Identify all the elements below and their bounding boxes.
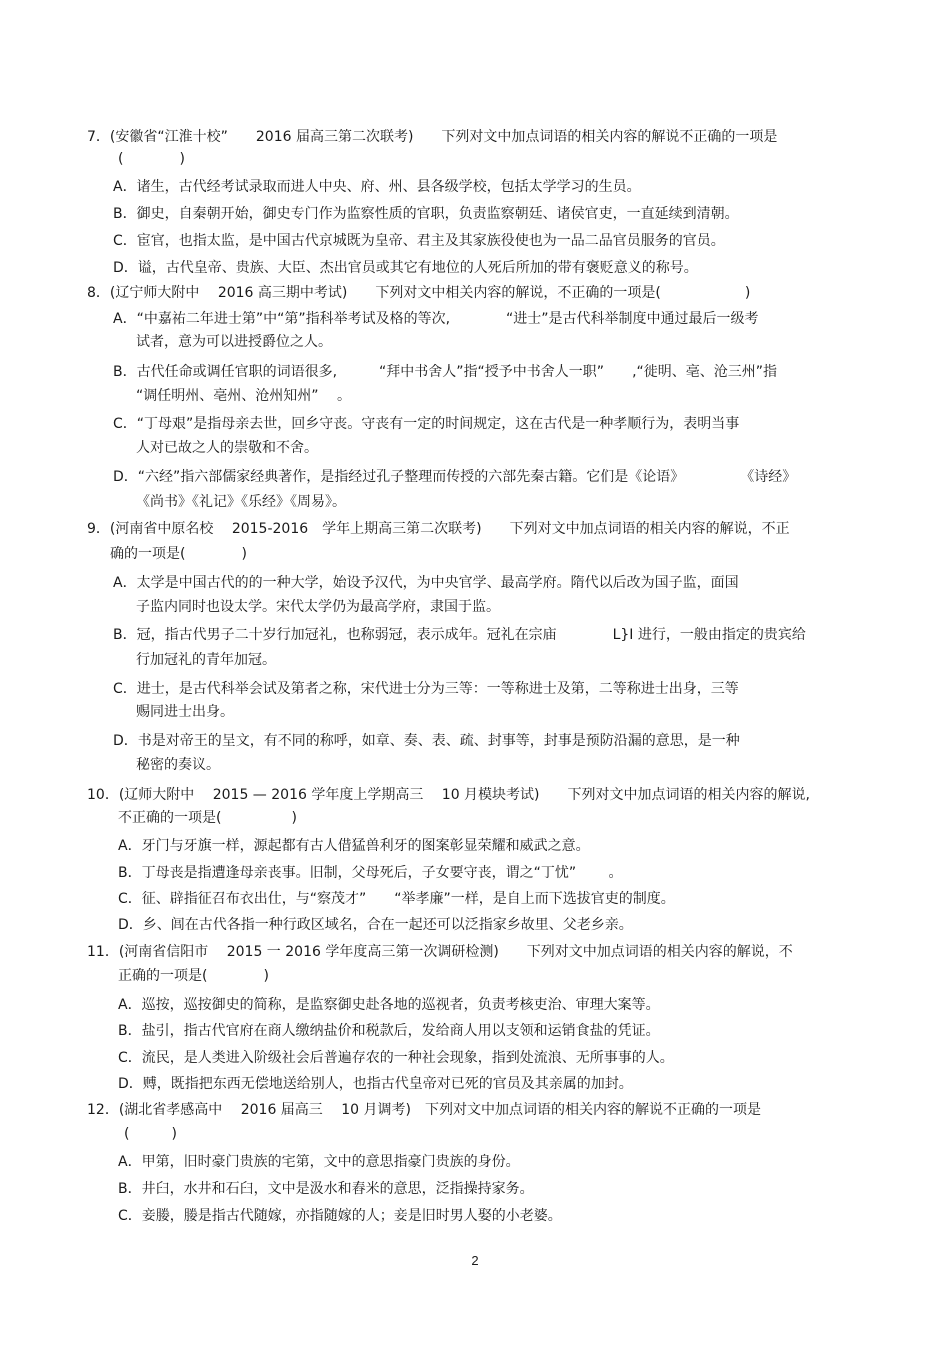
q11-option-a: A．巡按，巡按御史的简称，是监察御史赴各地的巡视者，负责考核吏治、审理大案等。 (118, 997, 660, 1013)
q8-option-d-line-2: 《尚书》《礼记》《乐经》《周易》。 (136, 494, 346, 510)
q8-option-c-line-1: C．“丁母艰”是指母亲去世，回乡守丧。守丧有一定的时间规定，这在古代是一种孝顺行为，表明当事 (113, 416, 740, 432)
q9-option-a-line-1: A．太学是中国古代的的一种大学，始设予汉代，为中央官学、最高学府。隋代以后改为国子监，面国 (113, 575, 739, 591)
q7-option-a: A．诸生，古代经考试录取而进人中央、府、州、县各级学校，包括太学学习的生员。 (113, 179, 641, 195)
q8-stem-line-1: 8．(辽宁师大附中 2016 高三期中考试) 下列对文中相关内容的解说，不正确的一项是( ) (87, 285, 751, 301)
q8-option-a-line-1: A．“中嘉祐二年进士第”中“第”指科举考试及格的等次, “进士”是古代科举制度中通过最后一级考 (113, 311, 759, 327)
q7-option-b: B．御史，自秦朝开始，御史专门作为监察性质的官职，负责监察朝廷、诸侯官吏，一直延续到清朝。 (113, 206, 739, 222)
page-number: 2 (471, 1253, 479, 1268)
q9-option-a-line-2: 子监内同时也设太学。宋代太学仍为最高学府，隶国于监。 (136, 599, 500, 615)
q9-option-c-line-1: C．进士，是古代科举会试及第者之称，宋代进士分为三等：一等称进士及第，二等称进士出身，三等 (113, 681, 739, 697)
q10-option-a: A．牙门与牙旗一样，源起都有古人借猛兽利牙的图案彰显荣耀和威武之意。 (118, 838, 590, 854)
q11-option-c: C．流民，是人类进入阶级社会后普遍存农的一种社会现象，指到处流浪、无所事事的人。 (118, 1050, 674, 1066)
q9-option-c-line-2: 赐同进士出身。 (136, 704, 234, 720)
q7-stem-line-2: ( ) (118, 151, 185, 167)
q12-stem-line-2: ( ) (124, 1126, 177, 1142)
q11-stem-line-1: 11．(河南省信阳市 2015 一 2016 学年度高三第一次调研检测) 下列对文中加点词语的相关内容的解说，不 (87, 944, 793, 960)
q9-option-b-line-2: 行加冠礼的青年加冠。 (136, 652, 276, 668)
q12-stem-line-1: 12．(湖北省孝感高中 2016 届高三 10 月调考) 下列对文中加点词语的相关内容的解说不正确的一项是 (87, 1102, 761, 1118)
q10-stem-line-2: 不正确的一项是( ) (118, 810, 297, 826)
q9-option-b-line-1: B．冠，指古代男子二十岁行加冠礼，也称弱冠，表示成年。冠礼在宗庙 L}I 进行，一般由指定的贵宾给 (113, 627, 806, 643)
q9-stem-line-1: 9．(河南省中原名校 2015-2016 学年上期高三第二次联考) 下列对文中加点词语的相关内容的解说，不正 (87, 521, 790, 537)
q10-option-c: C．征、辟指征召布衣出仕，与“察茂才” “举孝廉”一样，是自上而下选拔官吏的制度。 (118, 891, 675, 907)
q12-option-a: A．甲第，旧时豪门贵族的宅第，文中的意思指豪门贵族的身份。 (118, 1154, 520, 1170)
q10-stem-line-1: 10．(辽师大附中 2015 — 2016 学年度上学期高三 10 月模块考试) 下列对文中加点词语的相关内容的解说, (87, 787, 810, 803)
q9-option-d-line-2: 秘密的奏议。 (136, 757, 220, 773)
q10-option-b: B．丁母丧是指遭逢母亲丧事。旧制，父母死后，子女要守丧，谓之“丁忧” 。 (118, 865, 623, 881)
q10-option-d: D．乡、闾在古代各指一种行政区域名，合在一起还可以泛指家乡故里、父老乡亲。 (118, 917, 633, 933)
q7-stem-line-1: 7．(安徽省“江淮十校” 2016 届高三第二次联考) 下列对文中加点词语的相关内容的解说不正确的一项是 (87, 129, 778, 145)
q9-option-d-line-1: D．书是对帝王的呈文，有不同的称呼，如章、奏、表、疏、封事等，封事是预防沿漏的意思，是一种 (113, 733, 740, 749)
q8-option-c-line-2: 人对已故之人的崇敬和不舍。 (136, 440, 318, 456)
q11-option-b: B．盐引，指古代官府在商人缴纳盐价和税款后，发给商人用以支领和运销食盐的凭证。 (118, 1023, 660, 1039)
q11-option-d: D．赙，既指把东西无偿地送给别人，也指古代皇帝对已死的官员及其亲属的加封。 (118, 1076, 633, 1092)
q9-stem-line-2: 确的一项是( ) (110, 546, 247, 562)
q8-option-d-line-1: D．“六经”指六部儒家经典著作，是指经过孔子整理而传授的六部先秦古籍。它们是《论语》 《诗经》 (113, 469, 797, 485)
q8-option-b-line-1: B．古代任命或调任官职的词语很多, “拜中书舍人”指“授予中书舍人一职” ,“徙明、亳、沧三州”指 (113, 364, 778, 380)
q12-option-c: C．妾媵，媵是指古代随嫁，亦指随嫁的人；妾是旧时男人娶的小老婆。 (118, 1208, 562, 1224)
q7-option-d: D．谥，古代皇帝、贵族、大臣、杰出官员或其它有地位的人死后所加的带有褒贬意义的称号。 (113, 260, 698, 276)
q7-option-c: C．宦官，也指太监，是中国古代京城既为皇帝、君主及其家族役使也为一品二品官员服务的官员。 (113, 233, 725, 249)
q8-option-a-line-2: 试者，意为可以进授爵位之人。 (136, 334, 332, 350)
q12-option-b: B．井臼，水井和石臼，文中是汲水和舂米的意思，泛指操持家务。 (118, 1181, 534, 1197)
q8-option-b-line-2: “调任明州、亳州、沧州知州” 。 (136, 388, 351, 404)
q11-stem-line-2: 正确的一项是( ) (118, 968, 269, 984)
